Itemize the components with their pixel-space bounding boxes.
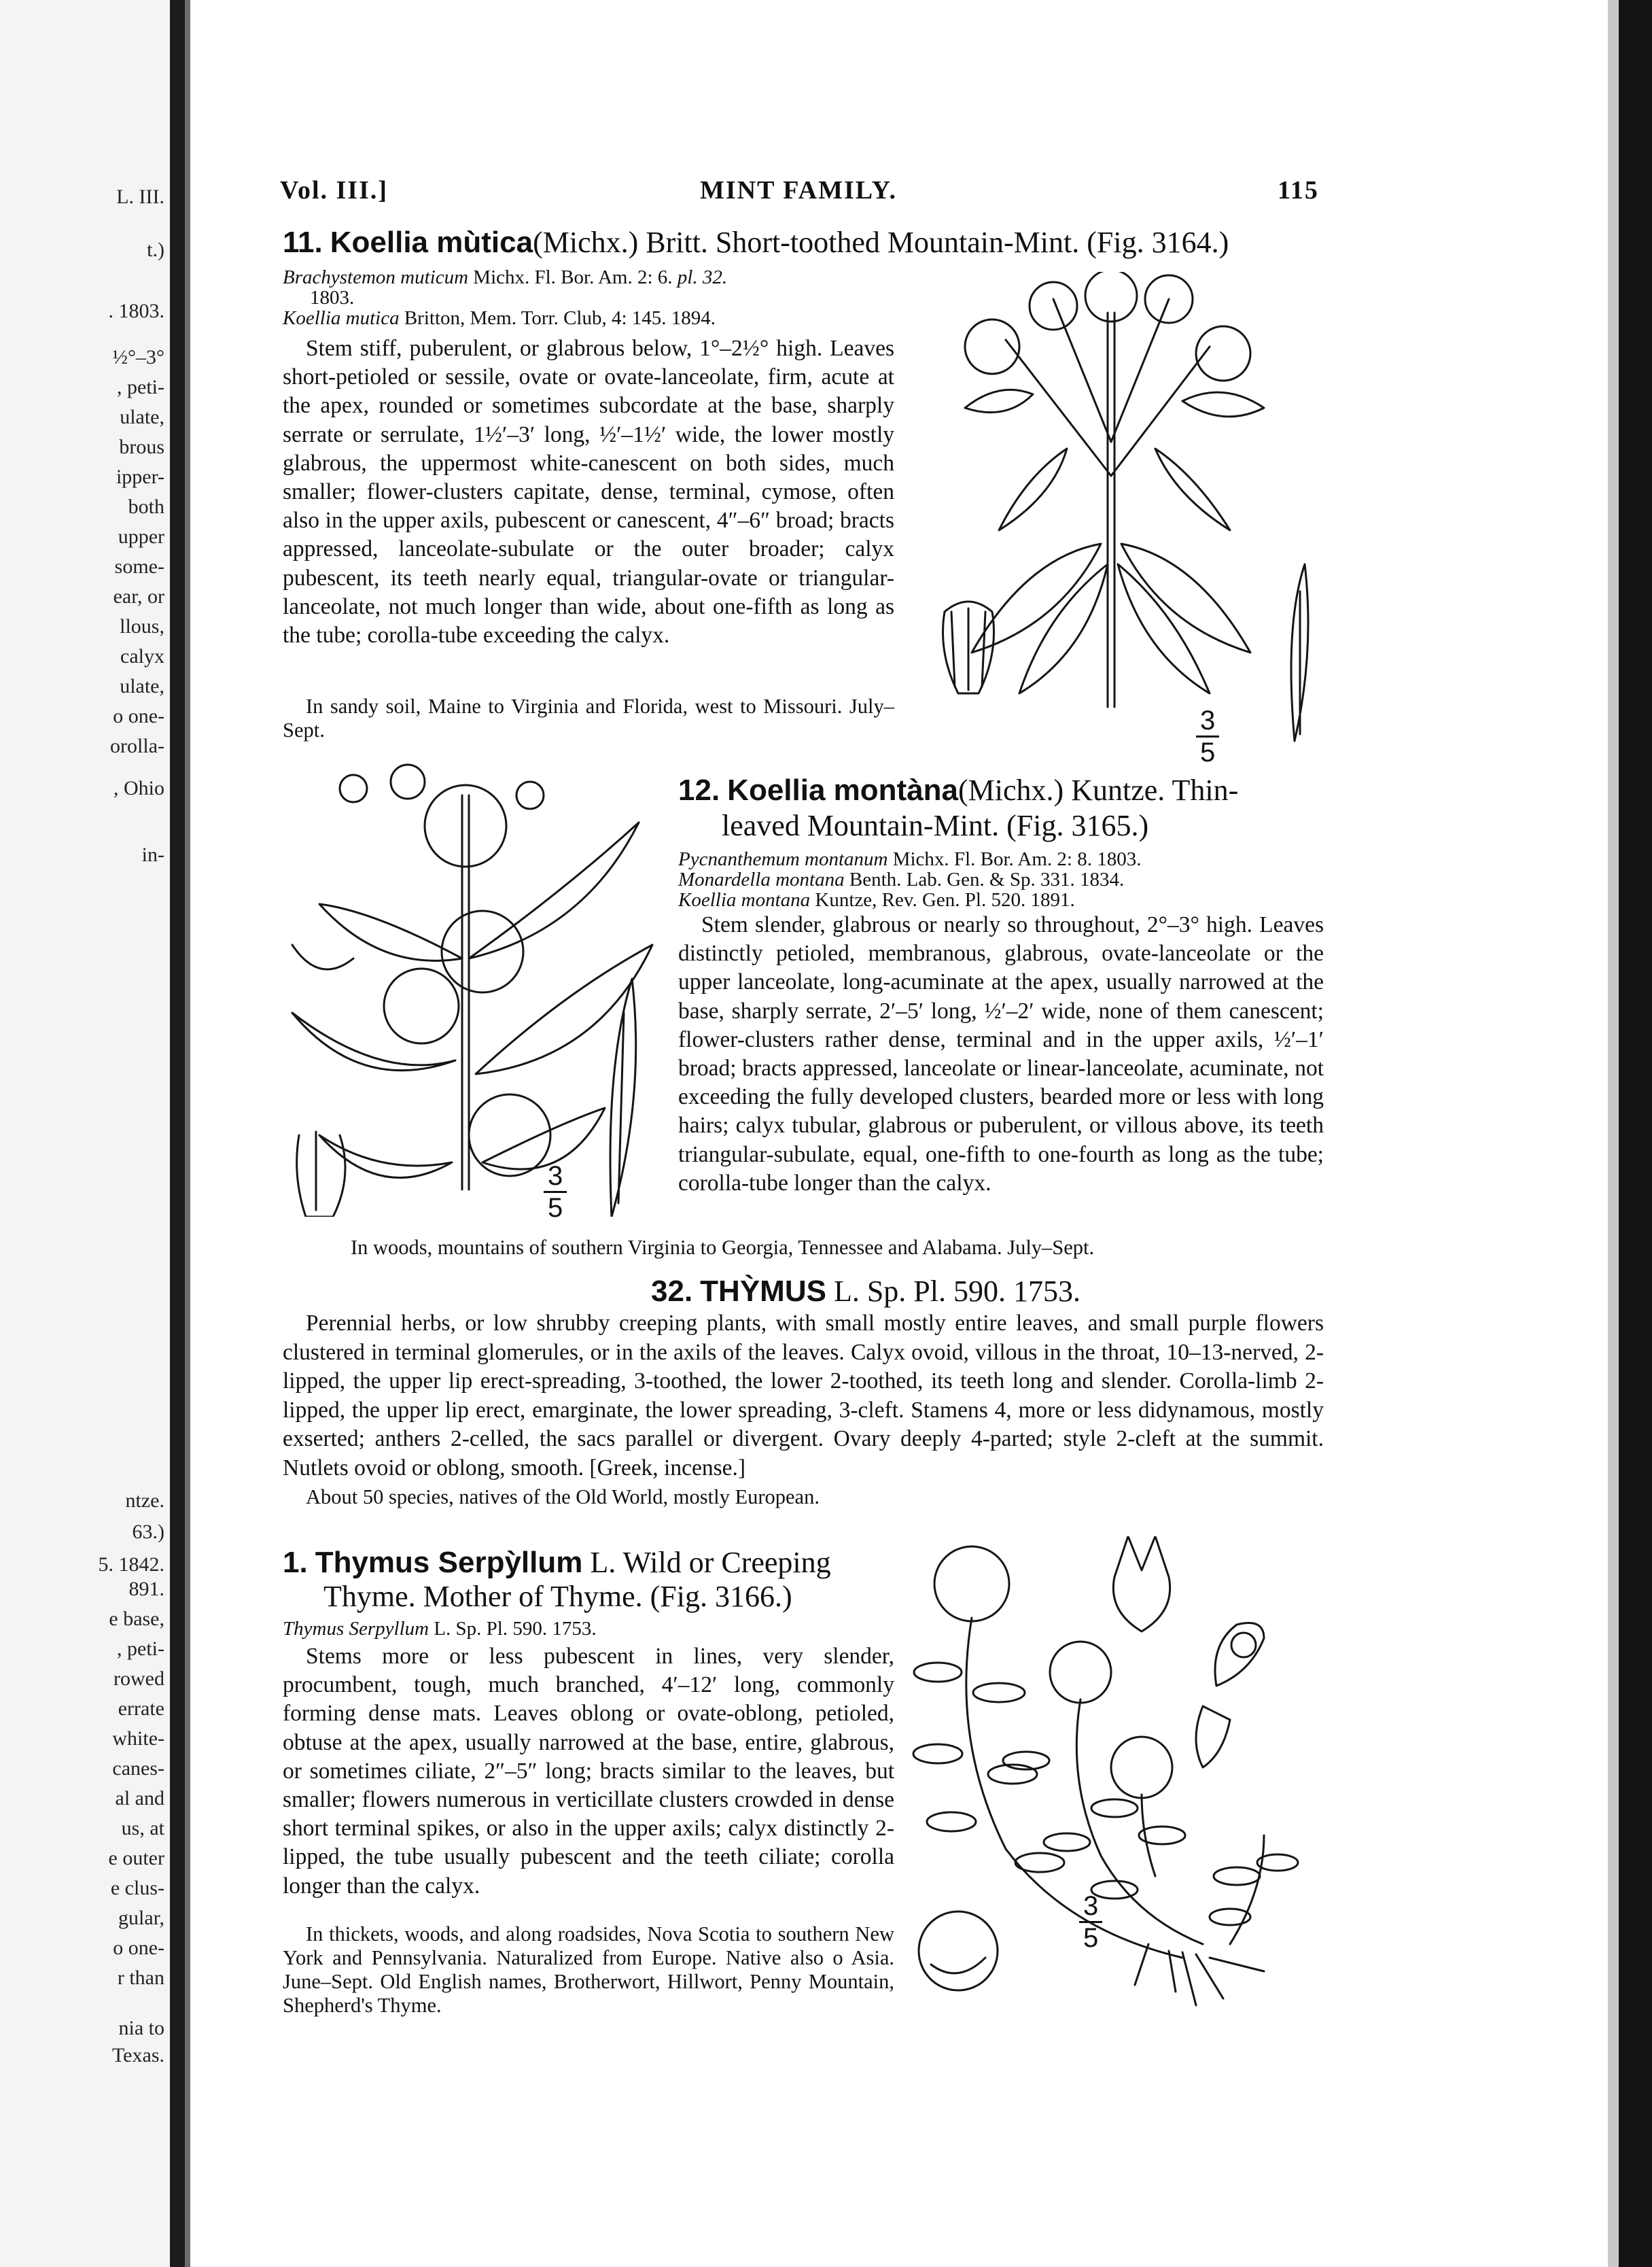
species-number: 12. [678,774,720,807]
facing-page-line: 5. 1842. [98,1553,164,1576]
figure-ref: (Fig. 3164.) [1087,226,1229,259]
common-name: Short-toothed Mountain-Mint. [715,226,1080,259]
facing-page-line: Texas. [111,2044,164,2066]
species-count: About 50 species, natives of the Old World, mostly European. [306,1485,820,1508]
facing-page-line: o one- [113,1937,164,1959]
synonym-ref: L. Sp. Pl. 590. 1753. [434,1618,597,1640]
genus-description-text: Perennial herbs, or low shrubby creeping plants, with small mostly entire leaves, and small purple flowers clustered in terminal glomerules, or in the axils of the leaves. Calyx ovoid, villous in the throat, 10–13-nerved, 2-lipped, the upper lip erect-spreading, 3-toothed, the lower 2-toothed, its teeth long and slender. Corolla-limb 2-lipped, the upper lip erect, emarginate, the lower spreading, 3-cleft. Stamens 4, more or less didynamous, mostly exserted; anthers 2-celled, the sacs parallel or divergent. Ovary deeply 4-parted; style 2-cleft at the summit. Nutlets ovoid or oblong, smooth. [Greek, incense.] [283,1311,1324,1481]
scale-fraction [1196,707,1219,766]
facing-page-line: ipper- [116,466,164,488]
facing-page-line: nia to [118,2017,164,2039]
synonym-name: Pycnanthemum montanum [678,848,888,870]
synonym-ref: Britton, Mem. Torr. Club, 4: 145. 1894. [404,307,716,329]
book-gutter [170,0,185,2267]
genus-number: 32. [651,1275,693,1308]
genus-ref: L. Sp. Pl. 590. 1753. [833,1275,1080,1308]
scale-denominator: 5 [548,1193,563,1223]
facing-page-line: ear, or [113,585,164,608]
facing-page-line: al and [115,1787,164,1810]
synonym-line [678,889,1075,911]
genus-name: THỲMUS [700,1275,826,1308]
synonym-name: Koellia mutica [283,307,400,329]
synonym-ref: Michx. Fl. Bor. Am. 2: 6. [473,266,673,288]
synonym-line [283,307,716,329]
facing-page-line: r than [117,1967,164,1989]
facing-page-line: both [128,496,164,518]
scale-numerator: 3 [544,1162,567,1193]
species-number: 11. [283,226,323,259]
volume-label: Vol. III.] [280,176,389,205]
description-text: Stem stiff, puberulent, or glabrous below, 1°–2½° high. Leaves short-petioled or sessile, ovate or ovate-lanceolate, firm, acute at the apex, rounded or sometimes subcordate at the base, sharply serrate or serrulate, 1½′–3′ long, ½′–1½′ wide, the lower mostly glabrous, the uppermost white-canescent on both sides, much smaller; flower-clusters capitate, dense, terminal, cymose, often also in the upper axils, pubescent or canescent, 4″–6″ broad; bracts appressed, lanceolate-subulate or the outer broader; calyx pubescent, its teeth nearly equal, triangular-ovate or triangular-lanceolate, not much longer than wide, about one-fifth as long as the tube; corolla-tube exceeding the calyx. [283,336,894,648]
facing-page-line: calyx [120,645,164,668]
facing-page-line: ntze. [125,1489,164,1512]
species-name: Koellia montàna [727,774,959,807]
plant-illustration-koellia-mutica [924,272,1332,768]
species-1-habitat [283,1922,894,2018]
species-11-heading [283,224,1229,261]
facing-page-line: o one- [113,705,164,727]
facing-page-fragment [0,0,170,2267]
species-12-habitat [328,1236,1299,1260]
species-11-description [283,334,894,650]
species-12-description [678,911,1324,1198]
species-1-description [283,1642,894,1901]
synonym-year: 1803. [310,287,355,309]
figure-ref: (Fig. 3165.) [1006,809,1149,842]
facing-page-line: ½°–3° [112,346,164,368]
species-1-heading-cont [323,1578,792,1615]
habitat-text: In woods, mountains of southern Virginia to Georgia, Tennessee and Alabama. July–Sept. [351,1236,1095,1259]
common-name-part-1: Thin- [1172,774,1239,807]
facing-page-line: in- [141,844,164,866]
facing-page-line: . 1803. [108,300,164,322]
facing-page-line: 63.) [132,1521,164,1543]
synonym-ref: Kuntze, Rev. Gen. Pl. 520. 1891. [815,889,1075,911]
facing-page-line: 891. [128,1578,164,1600]
facing-page-line: e clus- [110,1877,164,1899]
description-text: Stem slender, glabrous or nearly so throughout, 2°–3° high. Leaves distinctly petioled, membranous, glabrous, ovate-lanceolate or the upper lanceolate, long-acuminate at the apex, usually narrowed at the base, sharply serrate, 2′–5′ long, ½′–2′ wide, none of them canescent; flower-clusters rather dense, terminal and in the upper axils, ½′–1′ broad; bracts appressed, lanceolate or linear-lanceolate, acuminate, not exceeding the fully developed clusters, bearded more or less with long hairs; calyx tubular, glabrous or puberulent, or villous above, its teeth triangular-subulate, equal, one-fifth to one-fourth as long as the tube; corolla-tube longer than the calyx. [678,912,1324,1196]
facing-page-line: llous, [120,615,164,638]
synonym-line [283,266,727,288]
facing-page-line: , peti- [117,376,164,398]
habitat-text: In thickets, woods, and along roadsides, Nova Scotia to southern New York and Pennsylvania. Naturalized from Europe. Native also o Asia. June–Sept. Old English names, Brotherwort, Hillwort, Penny Mountain, Shepherd's Thyme. [283,1922,894,2017]
facing-page-line: e base, [109,1608,164,1630]
synonym-ref: Benth. Lab. Gen. & Sp. 331. 1834. [849,869,1125,890]
facing-page-line: errate [118,1697,164,1720]
synonym-name: Brachystemon muticum [283,266,469,288]
species-12-heading-cont [722,808,1148,844]
species-12-heading [678,772,1238,809]
facing-page-line: rowed [113,1667,164,1690]
facing-page-line: ulate, [120,675,164,697]
facing-page-line: us, at [121,1817,164,1839]
scale-fraction [1079,1892,1102,1952]
species-authority: L. [590,1546,616,1579]
synonym-name: Thymus Serpyllum [283,1618,429,1640]
facing-page-line: canes- [112,1757,164,1780]
facing-page-line: upper [118,525,164,548]
facing-page-line: orolla- [110,735,164,757]
scale-numerator: 3 [1079,1892,1102,1923]
facing-page-line: brous [119,436,164,458]
synonym-name: Koellia montana [678,889,811,911]
scale-fraction [544,1162,567,1222]
species-name: Thymus Serpỳllum [315,1546,583,1579]
synonym-line [678,848,1141,870]
scale-denominator: 5 [1083,1923,1099,1953]
common-name-part-2: leaved Mountain-Mint. [722,809,1000,842]
species-1-heading [283,1544,831,1581]
facing-page-line: t.) [147,239,164,261]
species-name: Koellia mùtica [330,226,533,259]
facing-page-line: some- [114,555,164,578]
synonym-plate: pl. 32. [677,266,728,288]
facing-page-line: L. III. [116,186,164,208]
plant-illustration-thymus-serpyllum [911,1536,1318,2012]
facing-page-line: , peti- [117,1638,164,1660]
facing-page-line: gular, [118,1907,164,1929]
facing-page-line: , Ohio [113,777,164,799]
scale-numerator: 3 [1196,707,1219,738]
scale-denominator: 5 [1200,738,1216,767]
synonym-ref: Michx. Fl. Bor. Am. 2: 8. 1803. [892,848,1142,870]
synonym-line [283,1618,597,1640]
species-authority: (Michx.) Britt. [533,226,708,259]
species-11-habitat [283,695,894,742]
synonym-line [678,869,1124,890]
book-gutter-shadow [185,0,190,2267]
plant-illustration-koellia-montana [279,755,680,1217]
common-name-part-1: Wild or Creeping [622,1546,831,1579]
description-text: Stems more or less pubescent in lines, very slender, procumbent, tough, much branched, 4′–12′ long, commonly forming dense mats. Leaves oblong or ovate-oblong, petioled, obtuse at the apex, usually narrowed at the base, entire, glabrous, or sometimes ciliate, 2″–5″ long; bracts similar to the leaves, but smaller; flowers numerous in verticillate clusters crowded in dense short terminal spikes, or also in the upper axils; calyx distinctly 2-lipped, the tube usually pubescent and the teeth ciliate; corolla longer than the calyx. [283,1644,894,1899]
scan-border [1619,0,1652,2267]
page-number: 115 [1278,176,1319,205]
facing-page-line: e outer [108,1847,164,1869]
genus-description [283,1309,1324,1512]
page-edge [1608,0,1619,2267]
habitat-text: In sandy soil, Maine to Virginia and Florida, west to Missouri. July–Sept. [283,695,894,742]
synonym-name: Monardella montana [678,869,845,890]
figure-ref: (Fig. 3166.) [650,1580,792,1613]
species-authority: (Michx.) Kuntze. [958,774,1165,807]
common-name-part-2: Thyme. Mother of Thyme. [323,1580,643,1613]
facing-page-line: ulate, [120,406,164,428]
species-number: 1. [283,1546,308,1579]
running-title: MINT FAMILY. [700,176,898,205]
genus-heading [651,1274,1080,1309]
facing-page-line: white- [112,1727,164,1750]
